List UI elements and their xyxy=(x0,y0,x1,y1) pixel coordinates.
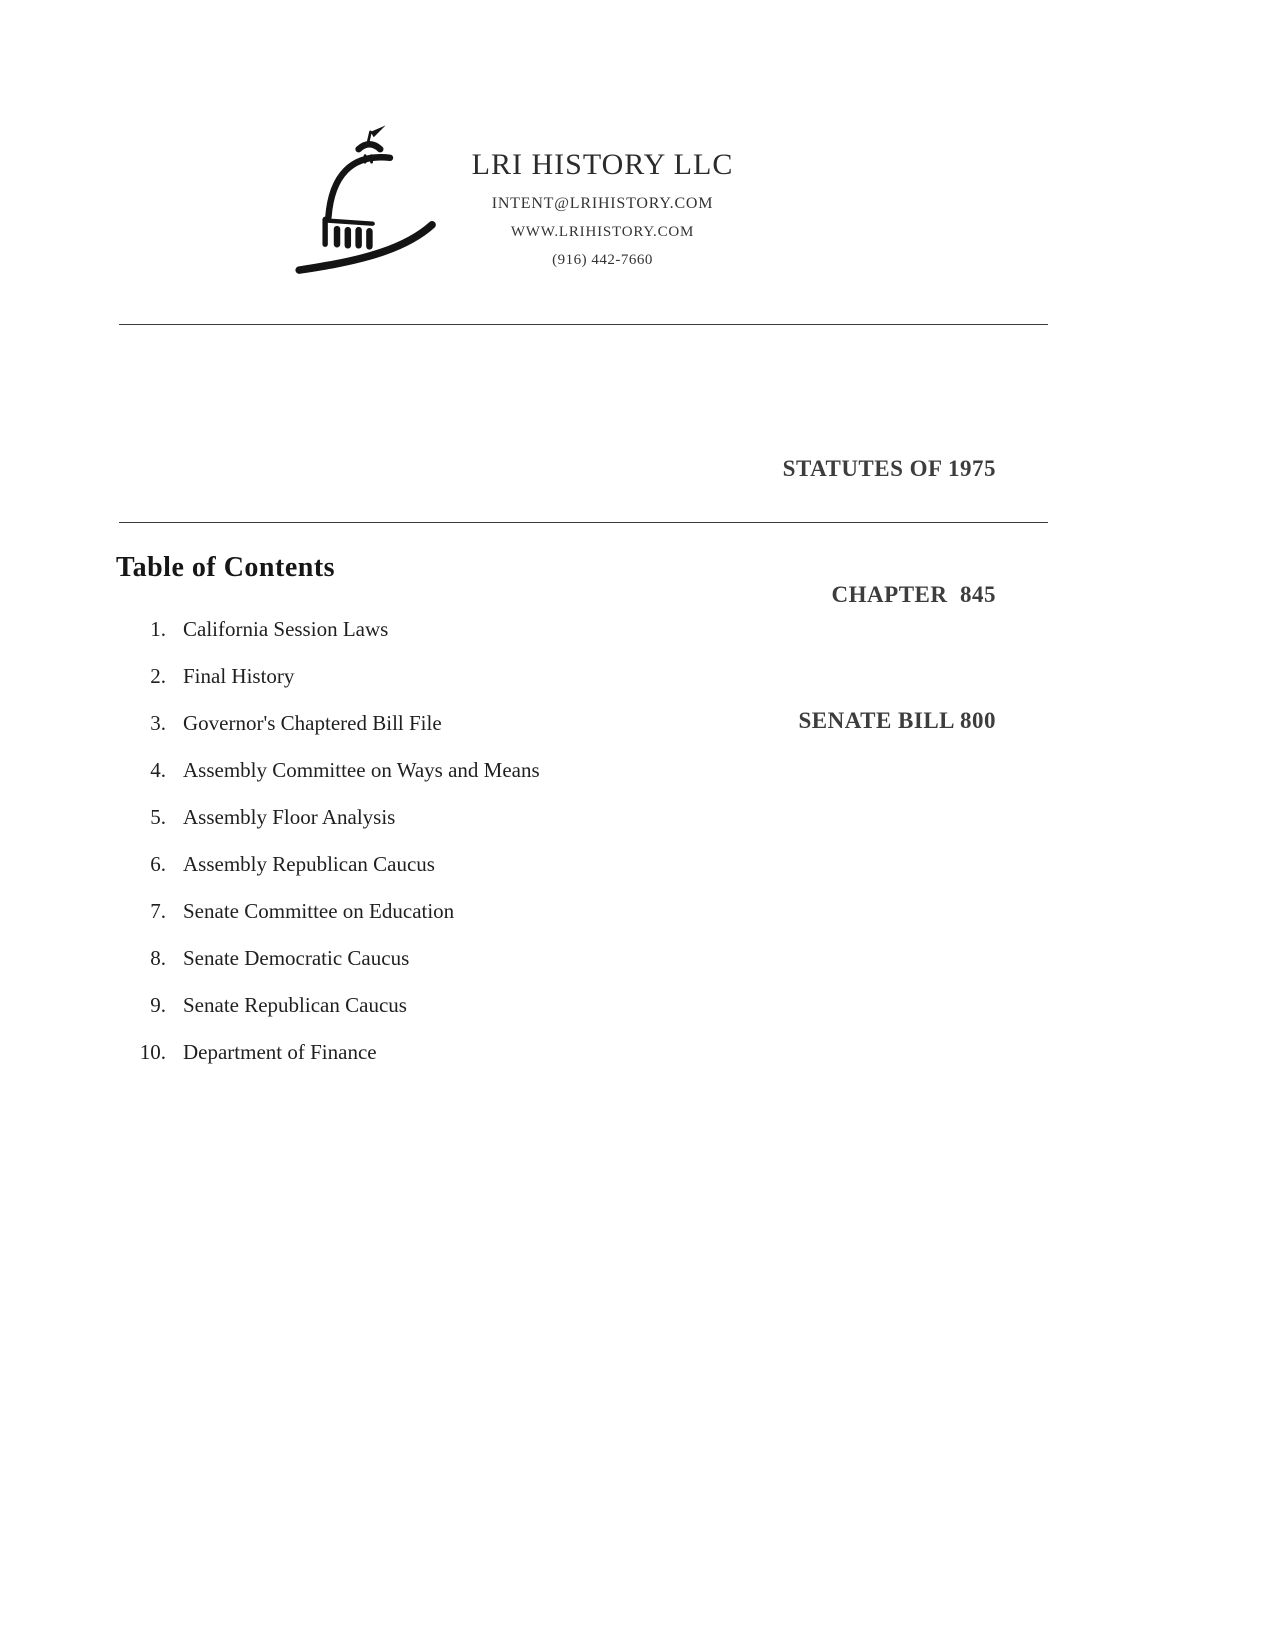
senate-bill-line: SENATE BILL 800 xyxy=(798,708,996,733)
toc-item-number: 5. xyxy=(150,805,166,829)
divider-bottom xyxy=(119,522,1048,523)
statute-citation xyxy=(783,364,996,826)
toc-item xyxy=(120,806,540,828)
toc-item xyxy=(120,618,540,640)
company-email: INTENT@LRIHISTORY.COM xyxy=(491,195,714,212)
toc-item-number: 9. xyxy=(150,993,166,1017)
statutes-line: STATUTES OF 1975 xyxy=(782,456,996,481)
toc-item-label: California Session Laws xyxy=(183,617,389,641)
capitol-dome-logo-icon xyxy=(293,120,448,282)
company-website: WWW.LRIHISTORY.COM xyxy=(510,224,695,240)
toc-item xyxy=(120,712,540,734)
toc-item xyxy=(120,853,540,875)
toc-item-label: Final History xyxy=(183,664,295,688)
letterhead xyxy=(450,148,755,269)
chapter-line: CHAPTER 845 xyxy=(831,582,996,607)
toc-item-number: 10. xyxy=(139,1040,166,1064)
toc-item-number: 2. xyxy=(150,664,166,688)
toc-item xyxy=(120,947,540,969)
toc-item-number: 1. xyxy=(150,617,166,641)
toc-item-number: 6. xyxy=(150,852,166,876)
toc-item xyxy=(120,759,540,781)
toc-item-label: Senate Committee on Education xyxy=(183,899,455,923)
toc-item-label: Assembly Republican Caucus xyxy=(183,852,435,876)
toc-item-label: Assembly Committee on Ways and Means xyxy=(183,758,540,782)
toc-item-number: 4. xyxy=(150,758,166,782)
toc-item-label: Assembly Floor Analysis xyxy=(183,805,396,829)
toc-item-number: 3. xyxy=(150,711,166,735)
toc-item xyxy=(120,900,540,922)
toc-item-label: Senate Republican Caucus xyxy=(183,993,407,1017)
toc-item xyxy=(120,994,540,1016)
toc-list xyxy=(120,618,540,1088)
toc-item xyxy=(120,1041,540,1063)
toc-item-number: 7. xyxy=(150,899,166,923)
toc-item-label: Department of Finance xyxy=(183,1040,377,1064)
toc-item-label: Senate Democratic Caucus xyxy=(183,946,410,970)
company-name: LRI HISTORY LLC xyxy=(471,148,734,181)
toc-item-label: Governor's Chaptered Bill File xyxy=(183,711,442,735)
toc-title: Table of Contents xyxy=(116,552,336,583)
toc-item xyxy=(120,665,540,687)
divider-top xyxy=(119,324,1048,325)
toc-item-number: 8. xyxy=(150,946,166,970)
company-phone: (916) 442-7660 xyxy=(552,252,653,268)
